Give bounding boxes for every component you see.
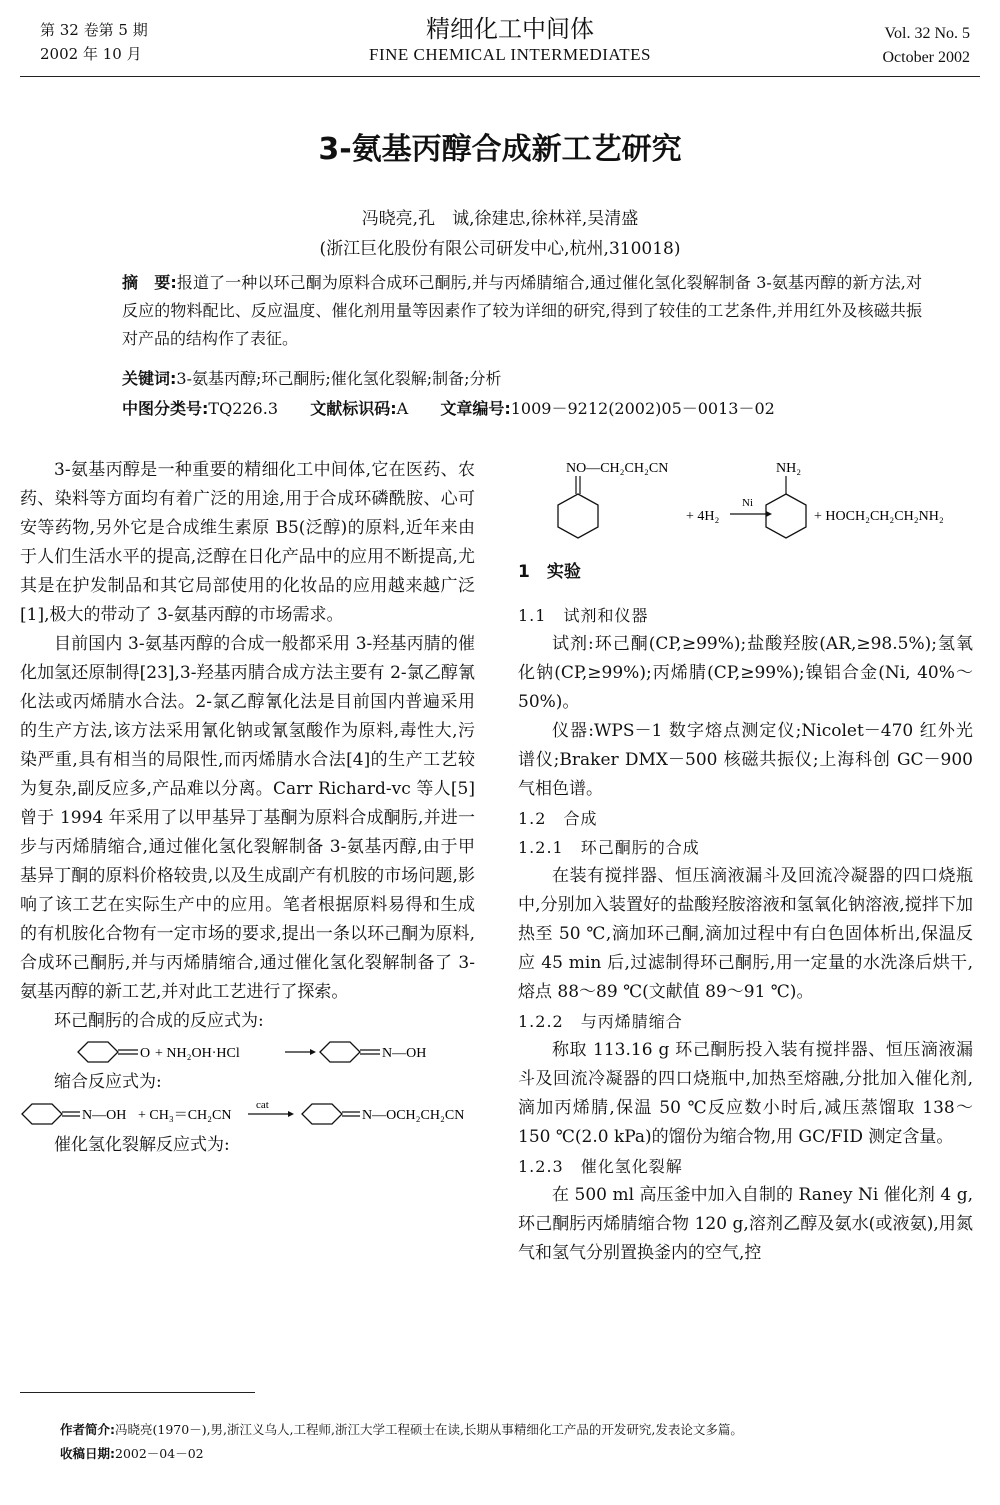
cyclohexane-ring-icon bbox=[558, 494, 598, 538]
paragraph-intro: 3-氨基丙醇是一种重要的精细化工中间体,它在医药、农药、染料等方面均有着广泛的用途,用于合成环磷酰胺、心可安等药物,另外它是合成维生素原 B5(泛醇)的原料,近年来由于人们生活水平的提高,泛醇在日化产品中的应用不断提高,尤其是在护发制品和其它局部使用的化妆品的应用越来越广泛[1],极大的带动了 3-氨基丙醇的市场需求。 bbox=[20, 460, 475, 625]
section-hydrogenolysis: 1.2.3 催化氢化裂解 bbox=[518, 1157, 683, 1176]
abstract bbox=[82, 269, 922, 353]
cyclohexane-ring-icon bbox=[22, 1104, 62, 1124]
r1-product: N—OH bbox=[382, 1046, 427, 1061]
r1-oxygen: O bbox=[140, 1046, 151, 1061]
journal-name-en: FINE CHEMICAL INTERMEDIATES bbox=[368, 45, 652, 64]
r3-nickel: Ni bbox=[742, 497, 753, 509]
article-value: 1009－9212(2002)05－0013－02 bbox=[510, 399, 775, 418]
received-date: 2002－04－02 bbox=[115, 1446, 204, 1461]
author-bio: 冯晓亮(1970－),男,浙江义乌人,工程师,浙江大学工程硕士在读,长期从事精细化工产品的开发研究,发表论文多篇。 bbox=[115, 1422, 743, 1437]
received-label: 收稿日期: bbox=[60, 1446, 115, 1461]
cyclohexane-ring-icon bbox=[302, 1104, 342, 1124]
reaction-oxime-synthesis bbox=[20, 1036, 475, 1068]
header-volume-en bbox=[882, 22, 970, 70]
reaction-hydrogenolysis bbox=[518, 456, 978, 556]
author-bio-label: 作者简介: bbox=[60, 1422, 115, 1437]
paragraph-instruments: 仪器:WPS－1 数字熔点测定仪;Nicolet－470 红外光谱仪;Braker DMX－500 核磁共振仪;上海科创 GC－900 气相色谱。 bbox=[518, 721, 973, 799]
section-synthesis: 1.2 合成 bbox=[518, 809, 598, 828]
cyclohexane-ring-icon bbox=[78, 1042, 118, 1062]
paragraph-oxime: 在装有搅拌器、恒压滴液漏斗及回流冷凝器的四口烧瓶中,分别加入装置好的盐酸羟胺溶液和氢氧化钠溶液,搅拌下加热至 50 ℃,滴加环己酮,滴加过程中有白色固体析出,保温反应 45 min 后,过滤制得环己酮肟,用一定量的水洗涤后烘干,熔点 88～89 ℃(文献值 89～91 ℃)。 bbox=[518, 866, 973, 1002]
cyclohexane-ring-icon bbox=[766, 494, 806, 538]
keywords bbox=[122, 365, 922, 393]
abstract-label: 摘 要: bbox=[122, 273, 177, 292]
paragraph-background: 目前国内 3-氨基丙醇的合成一般都采用 3-羟基丙腈的催化加氢还原制得[23],3-羟基丙腈合成方法主要有 2-氯乙醇氰化法或丙烯腈水合法。2-氯乙醇氰化法是目前国内普遍采用的生产方法,该方法采用氰化钠或氰氢酸作为原料,毒性大,污染严重,具有相当的局限性,而丙烯腈水合法[4]的生产工艺较为复杂,副反应多,产品难以分离。Carr Richard-vc 等人[5]曾于 1994 年采用了以甲基异丁基酮为原料合成酮肟,并进一步与丙烯腈缩合,通过催化氢化裂解制备 3-氨基丙醇,由于甲基异丁酮的原料价格较贵,以及生成副产有机胺的市场问题,影响了该工艺在实际生产中的应用。笔者根据原料易得和生成的有机胺化合物有一定市场的要求,提出一条以环己酮为原料,合成环己酮肟,并与丙烯腈缩合,通过催化氢化裂解制备了 3-氨基丙醇的新工艺,并对此工艺进行了探索。 bbox=[20, 634, 475, 1002]
header-rule bbox=[20, 76, 980, 77]
reaction2-label: 缩合反应式为: bbox=[54, 1072, 162, 1092]
section-experiment: 1 实验 bbox=[518, 562, 581, 582]
paper-title: 3-氨基丙醇合成新工艺研究 bbox=[318, 132, 682, 167]
doc-label: 文献标识码: bbox=[310, 399, 397, 418]
r3-substituent: NO—CH₂CH₂CN bbox=[566, 461, 669, 476]
r3-hydrogen: + 4H₂ bbox=[686, 509, 720, 524]
abstract-text: 报道了一种以环己酮为原料合成环己酮肟,并与丙烯腈缩合,通过催化氢化裂解制备 3-氨基丙醇的新方法,对反应的物料配比、反应温度、催化剂用量等因素作了较为详细的研究,得到了较佳的工艺条件,并用红外及核磁共振对产品的结构作了表征。 bbox=[122, 273, 922, 348]
reaction1-label: 环己酮肟的合成的反应式为: bbox=[54, 1011, 264, 1031]
cyclohexane-ring-icon bbox=[320, 1042, 360, 1062]
header-volume-cn bbox=[40, 18, 148, 66]
reaction-condensation bbox=[20, 1097, 475, 1131]
clc-label: 中图分类号: bbox=[122, 399, 209, 418]
affiliation: (浙江巨化股份有限公司研发中心,杭州,310018) bbox=[319, 239, 681, 259]
right-column bbox=[518, 558, 973, 1268]
r2-product: N—OCH₂CH₂CN bbox=[362, 1108, 465, 1123]
volume-en: Vol. 32 No. 5 bbox=[884, 25, 970, 42]
article-label: 文章编号: bbox=[440, 399, 511, 418]
r1-reagent: + NH₂OH·HCl bbox=[155, 1046, 240, 1061]
r2-left: N—OH bbox=[82, 1108, 127, 1123]
footnote-rule bbox=[20, 1392, 255, 1393]
section-reagents-instruments: 1.1 试剂和仪器 bbox=[518, 606, 649, 625]
section-oxime: 1.2.1 环己酮肟的合成 bbox=[518, 838, 700, 857]
authors: 冯晓亮,孔 诚,徐建忠,徐林祥,吴清盛 bbox=[361, 209, 639, 229]
journal-name-cn: 精细化工中间体 bbox=[426, 15, 594, 43]
paragraph-reagents: 试剂:环己酮(CP,≥99%);盐酸羟胺(AR,≥98.5%);氢氧化钠(CP,≥99%);丙烯腈(CP,≥99%);镍铝合金(Ni, 40%～50%)。 bbox=[518, 634, 973, 712]
doc-value: A bbox=[396, 399, 409, 418]
r2-catalyst: cat bbox=[256, 1099, 269, 1111]
left-column bbox=[20, 456, 475, 1160]
date-en: October 2002 bbox=[882, 49, 970, 66]
keywords-label: 关键词: bbox=[122, 369, 177, 388]
r3-product: + HOCH₂CH₂CH₂NH₂ bbox=[814, 509, 944, 524]
paragraph-hydrogenolysis: 在 500 ml 高压釜中加入自制的 Raney Ni 催化剂 4 g,环己酮肟丙烯腈缩合物 120 g,溶剂乙醇及氨水(或液氨),用氮气和氢气分别置换釜内的空气,控 bbox=[518, 1185, 973, 1263]
keywords-text: 3-氨基丙醇;环己酮肟;催化氢化裂解;制备;分析 bbox=[176, 369, 502, 388]
date-cn: 2002 年 10 月 bbox=[40, 45, 142, 63]
journal-name bbox=[300, 14, 720, 66]
classification bbox=[122, 395, 922, 423]
section-condensation: 1.2.2 与丙烯腈缩合 bbox=[518, 1012, 683, 1031]
clc-value: TQ226.3 bbox=[208, 399, 278, 418]
footnote bbox=[60, 1418, 980, 1466]
r3-imine: NH₂ bbox=[776, 461, 802, 476]
r2-reagent: + CH₃＝CH₂CN bbox=[138, 1108, 232, 1123]
paragraph-condensation: 称取 113.16 g 环己酮肟投入装有搅拌器、恒压滴液漏斗及回流冷凝器的四口烧瓶中,加热至熔融,分批加入催化剂,滴加丙烯腈,保温 50 ℃反应数小时后,减压蒸馏取 138～150 ℃(2.0 kPa)的馏份为缩合物,用 GC/FID 测定含量。 bbox=[518, 1040, 973, 1147]
volume-cn: 第 32 卷第 5 期 bbox=[40, 21, 148, 39]
reaction3-label: 催化氢化裂解反应式为: bbox=[54, 1135, 230, 1155]
